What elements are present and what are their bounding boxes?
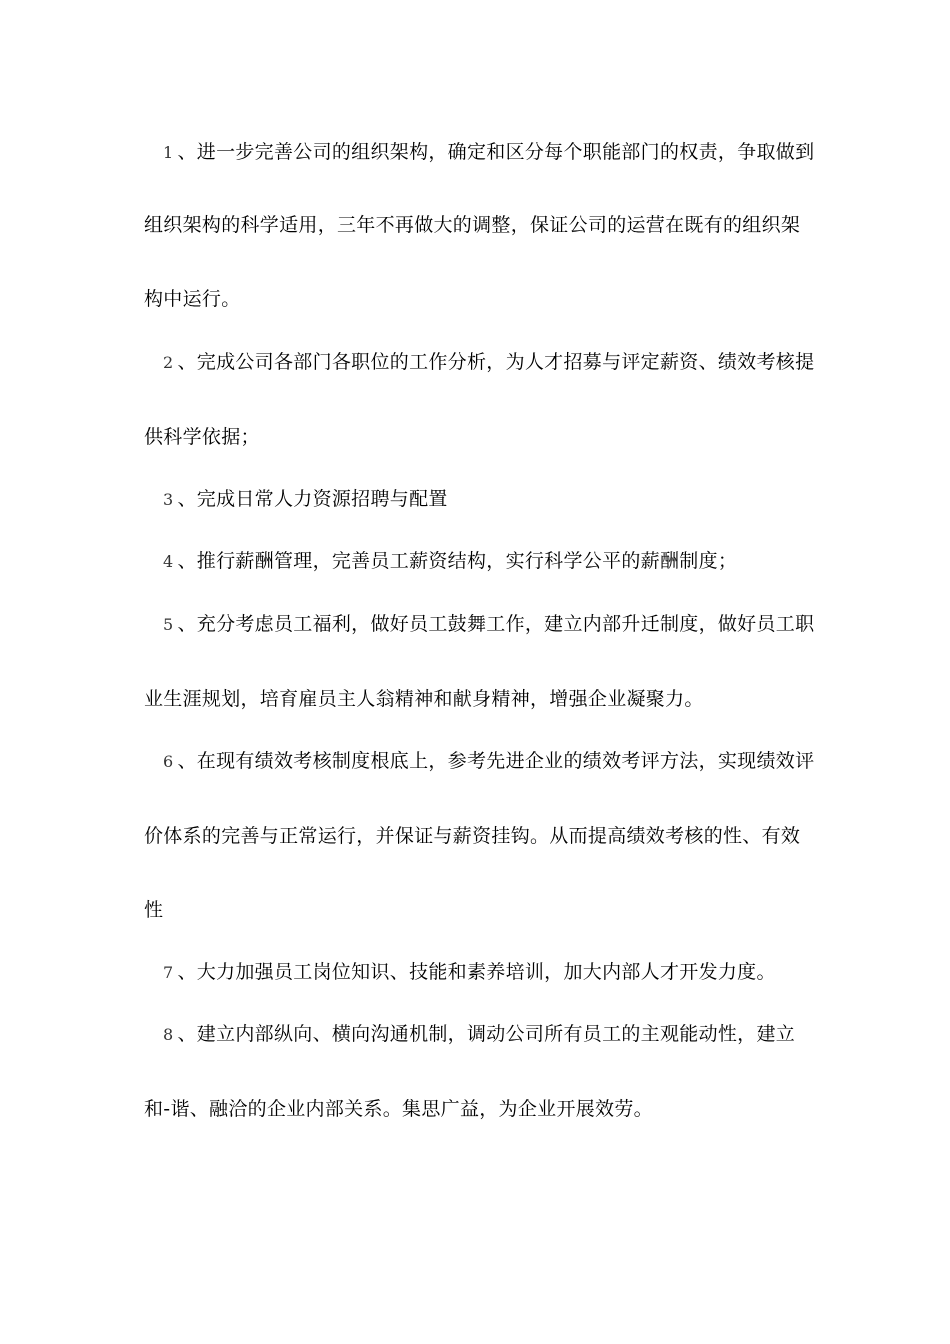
item-text: 组织架构的科学适用，三年不再做大的调整，保证公司的运营在既有的组织架: [144, 214, 801, 236]
item-number: 7: [163, 963, 174, 982]
item-text: 、完成公司各部门各职位的工作分析，为人才招募与评定薪资、绩效考核提: [177, 351, 815, 373]
item-5-line-1: [163, 612, 814, 637]
item-number: 6: [163, 752, 174, 771]
item-7-line-1: [163, 960, 776, 985]
item-number: 8: [163, 1025, 174, 1044]
item-5-line-2: [144, 687, 704, 711]
item-8-line-2: [144, 1097, 653, 1121]
item-number: 1: [163, 143, 174, 162]
item-text: 、大力加强员工岗位知识、技能和素养培训，加大内部人才开发力度。: [177, 961, 776, 983]
item-6-line-3: [144, 898, 163, 922]
item-text: 、建立内部纵向、横向沟通机制，调动公司所有员工的主观能动性，建立: [177, 1023, 796, 1045]
item-4-line-1: [163, 549, 737, 574]
item-2-line-2: [144, 425, 260, 449]
item-text: 和-谐、融洽的企业内部关系。集思广益，为企业开展效劳。: [144, 1098, 653, 1120]
item-text: 业生涯规划，培育雇员主人翁精神和献身精神，增强企业凝聚力。: [144, 688, 704, 710]
item-number: 4: [163, 552, 174, 571]
item-text: 、充分考虑员工福利，做好员工鼓舞工作，建立内部升迁制度，做好员工职: [177, 613, 815, 635]
item-8-line-1: [163, 1022, 795, 1047]
item-text: 性: [144, 899, 164, 921]
item-3-line-1: [163, 487, 448, 512]
item-6-line-1: [163, 749, 814, 774]
item-text: 价体系的完善与正常运行，并保证与薪资挂钩。从而提高绩效考核的性、有效: [144, 825, 801, 847]
item-text: 构中运行。: [144, 288, 241, 310]
item-2-line-1: [163, 350, 814, 375]
item-text: 供科学依据；: [144, 426, 260, 448]
item-text: 、完成日常人力资源招聘与配置: [177, 488, 448, 510]
item-1-line-2: [144, 213, 800, 237]
item-1-line-3: [144, 287, 241, 311]
item-number: 3: [163, 490, 174, 509]
item-6-line-2: [144, 824, 800, 848]
item-number: 2: [163, 353, 174, 372]
item-text: 、进一步完善公司的组织架构，确定和区分每个职能部门的权责，争取做到: [177, 141, 815, 163]
item-1-line-1: [163, 140, 814, 165]
item-text: 、在现有绩效考核制度根底上，参考先进企业的绩效考评方法，实现绩效评: [177, 750, 815, 772]
item-text: 、推行薪酬管理，完善员工薪资结构，实行科学公平的薪酬制度；: [177, 550, 738, 572]
item-number: 5: [163, 615, 174, 634]
